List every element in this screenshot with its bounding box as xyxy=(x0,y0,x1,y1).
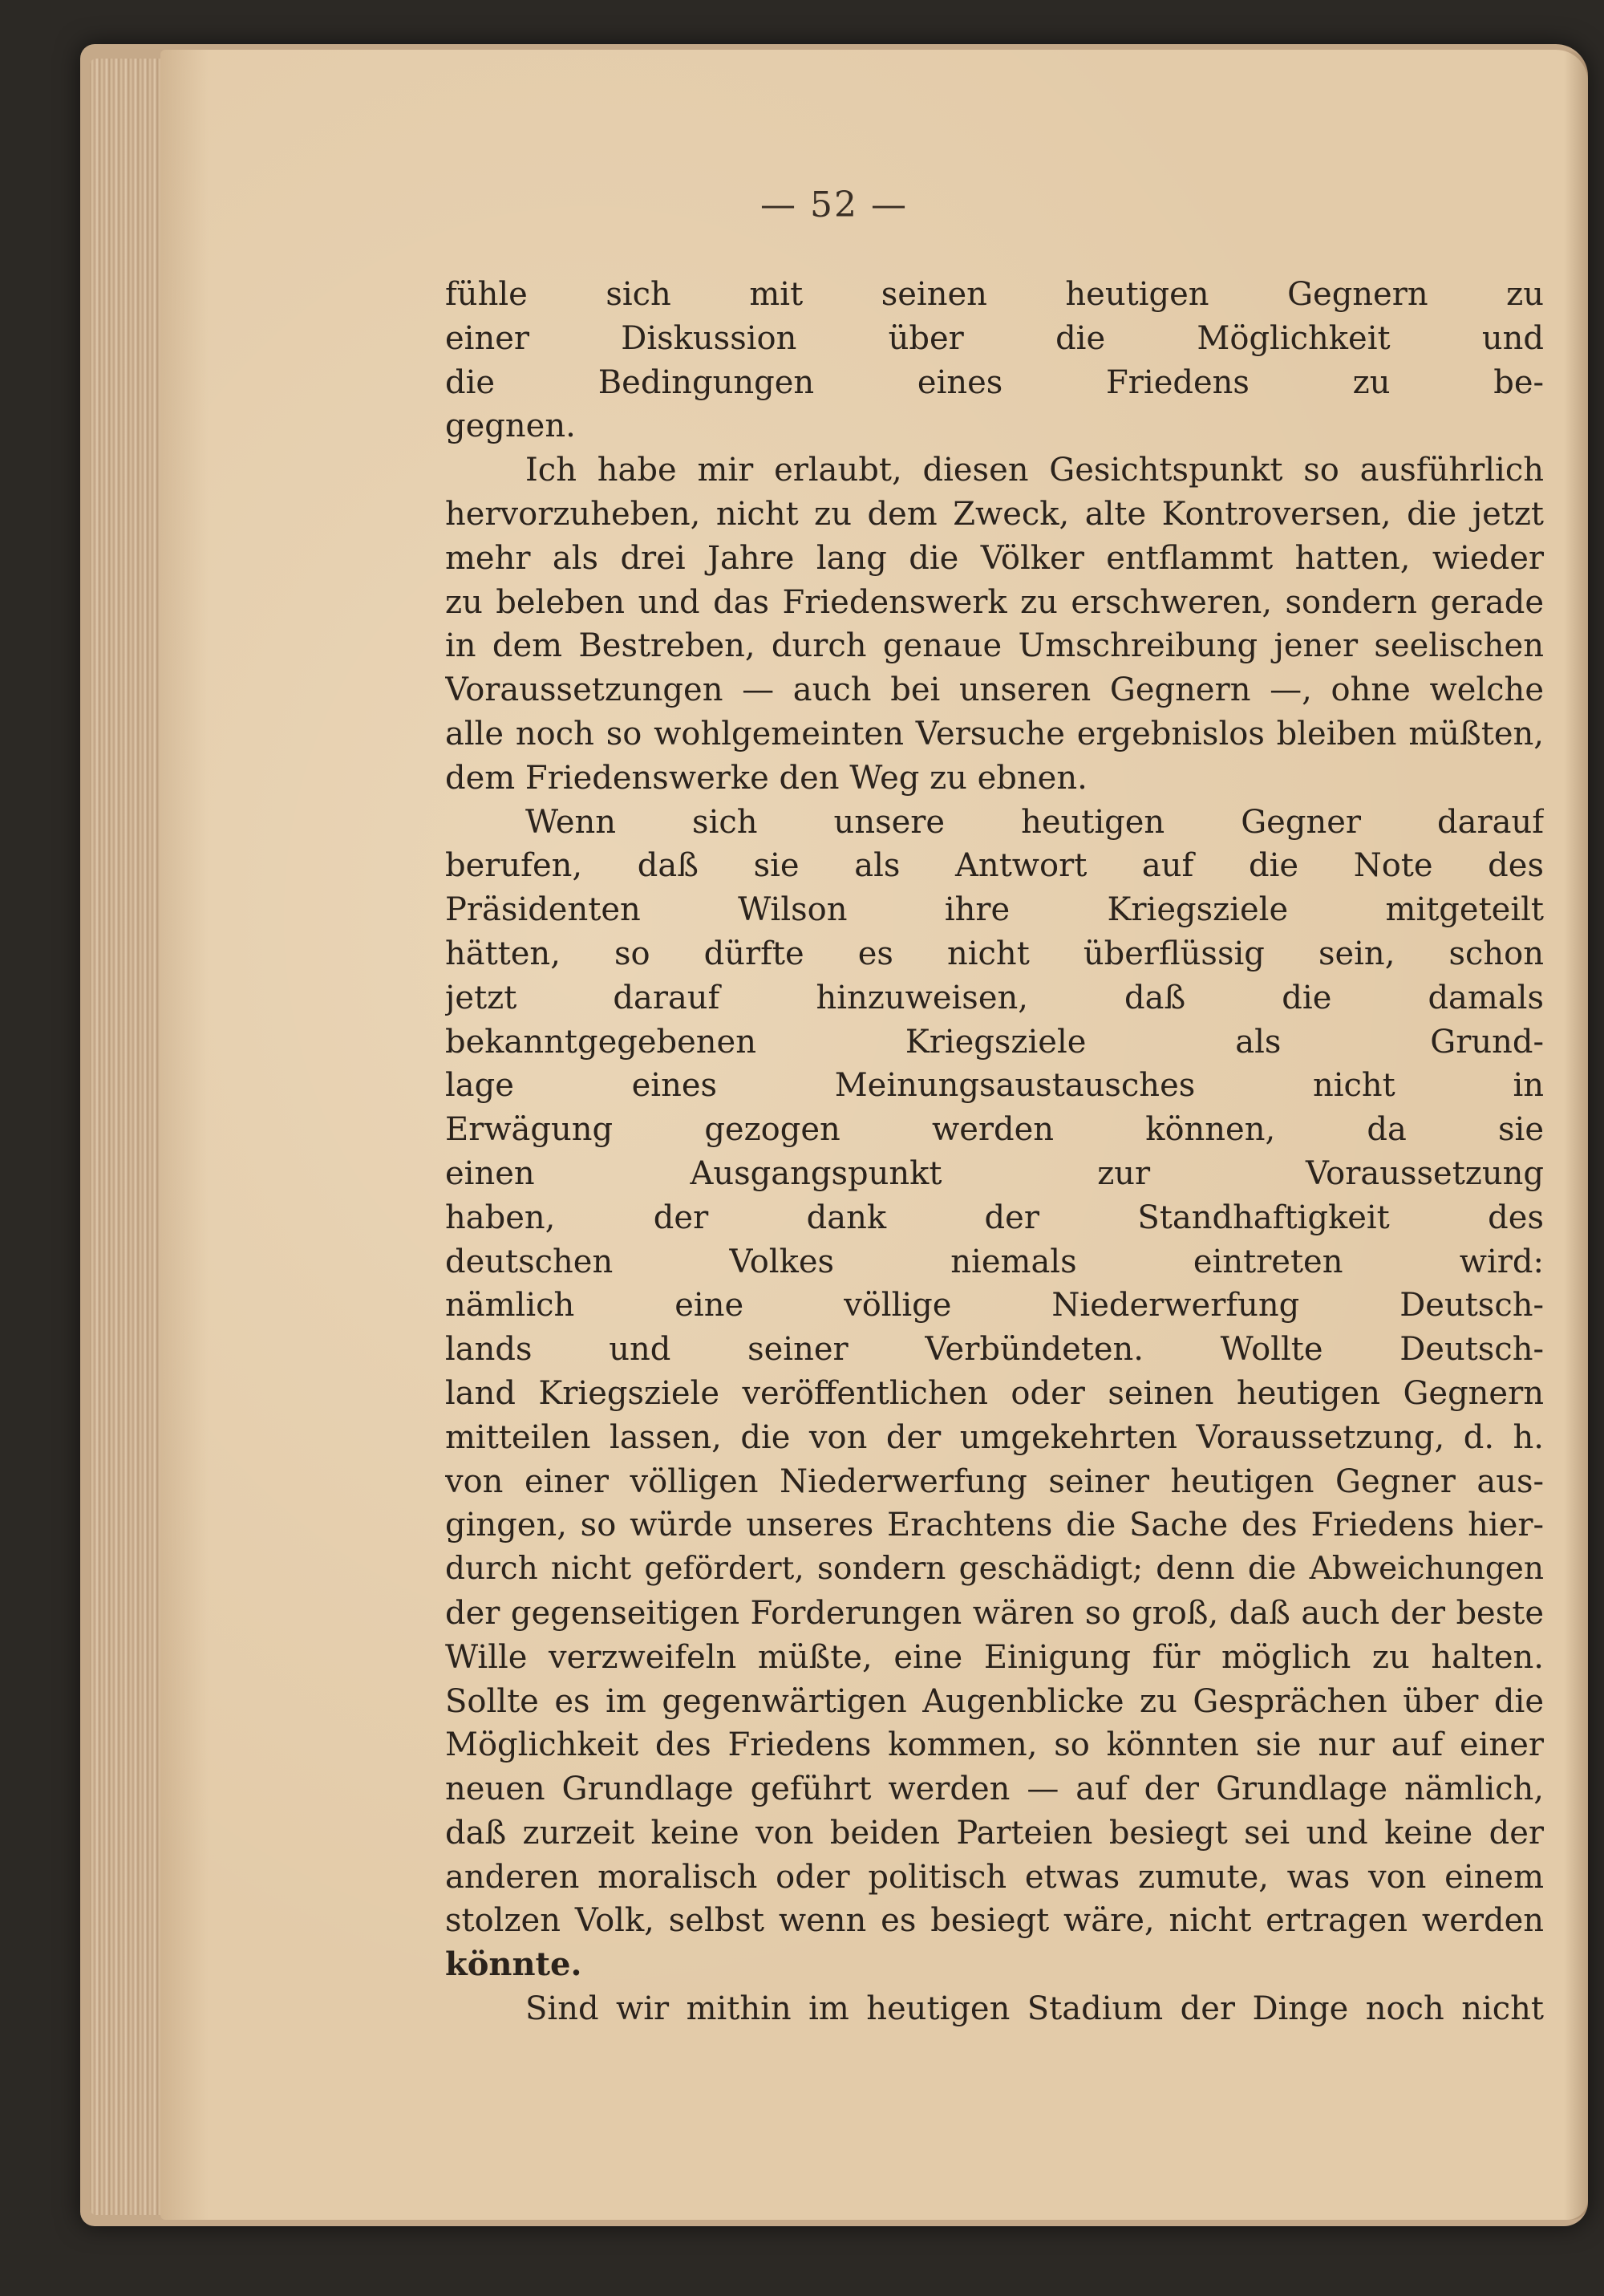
text-line: könnte. xyxy=(445,1945,582,1984)
page-number: — 52 — xyxy=(760,185,908,225)
text-line: einen Ausgangspunkt zur Voraussetzung xyxy=(445,1154,1544,1192)
text-line: hervorzuheben, nicht zu dem Zweck, alte Kontroversen, die jetzt xyxy=(445,495,1544,533)
text-line: land Kriegsziele veröffentlichen oder seinen heutigen Gegnern xyxy=(445,1374,1544,1412)
text-line: mehr als drei Jahre lang die Völker entflammt hatten, wieder xyxy=(445,539,1544,577)
text-line: gingen, so würde unseres Erachtens die Sache des Friedens hier- xyxy=(445,1507,1544,1544)
text-line: gegnen. xyxy=(445,408,576,445)
text-line: zu beleben und das Friedenswerk zu erschweren, sondern gerade xyxy=(445,583,1544,621)
text-line: Sollte es im gegenwärtigen Augenblicke zu Gesprächen über die xyxy=(445,1682,1544,1720)
text-line: berufen, daß sie als Antwort auf die Note des xyxy=(445,847,1544,885)
text-line: anderen moralisch oder politisch etwas zumute, was von einem xyxy=(445,1858,1544,1896)
text-line: Sind wir mithin im heutigen Stadium der Dinge noch nicht xyxy=(525,1990,1544,2028)
text-line: Präsidenten Wilson ihre Kriegsziele mitgeteilt xyxy=(445,891,1544,929)
text-line: von einer völligen Niederwerfung seiner heutigen Gegner aus- xyxy=(445,1462,1544,1500)
text-line: jetzt darauf hinzuweisen, daß die damals xyxy=(445,979,1544,1016)
text-line: stolzen Volk, selbst wenn es besiegt wäre, nicht ertragen werden xyxy=(445,1902,1544,1940)
text-line: deutschen Volkes niemals eintreten wird: xyxy=(445,1243,1544,1280)
text-line: alle noch so wohlgemeinten Versuche ergebnislos bleiben müßten, xyxy=(445,715,1544,752)
text-line: einer Diskussion über die Möglichkeit und xyxy=(445,319,1544,357)
text-line: Ich habe mir erlaubt, diesen Gesichtspunkt so ausführlich xyxy=(525,452,1544,489)
text-line: Erwägung gezogen werden können, da sie xyxy=(445,1111,1544,1149)
text-line: lage eines Meinungsaustausches nicht in xyxy=(445,1067,1544,1105)
text-line: haben, der dank der Standhaftigkeit des xyxy=(445,1199,1544,1236)
text-line: der gegenseitigen Forderungen wären so groß, daß auch der beste xyxy=(445,1594,1544,1632)
text-line: durch nicht gefördert, sondern geschädigt; denn die Abweichungen xyxy=(445,1551,1544,1588)
text-line: die Bedingungen eines Friedens zu be- xyxy=(445,363,1544,401)
text-line: daß zurzeit keine von beiden Parteien besiegt sei und keine der xyxy=(445,1814,1544,1852)
text-line: mitteilen lassen, die von der umgekehrten Voraussetzung, d. h. xyxy=(445,1418,1544,1456)
text-line: Wenn sich unsere heutigen Gegner darauf xyxy=(525,803,1544,841)
text-line: Voraussetzungen — auch bei unseren Gegnern —, ohne welche xyxy=(445,671,1544,709)
text-line: bekanntgegebenen Kriegsziele als Grund- xyxy=(445,1023,1544,1061)
text-line: neuen Grundlage geführt werden — auf der Grundlage nämlich, xyxy=(445,1771,1544,1808)
text-line: Wille verzweifeln müßte, eine Einigung für möglich zu halten. xyxy=(445,1638,1544,1676)
body-text xyxy=(445,273,1544,2031)
text-line: lands und seiner Verbündeten. Wollte Deutsch- xyxy=(445,1331,1544,1369)
text-line: in dem Bestreben, durch genaue Umschreibung jener seelischen xyxy=(445,627,1544,665)
text-line: Möglichkeit des Friedens kommen, so könnten sie nur auf einer xyxy=(445,1726,1544,1764)
text-line: fühle sich mit seinen heutigen Gegnern zu xyxy=(445,276,1544,313)
text-line: hätten, so dürfte es nicht überflüssig sein, schon xyxy=(445,935,1544,972)
text-line: nämlich eine völlige Niederwerfung Deutsch- xyxy=(445,1287,1544,1324)
text-line: dem Friedenswerke den Weg zu ebnen. xyxy=(445,759,1088,797)
